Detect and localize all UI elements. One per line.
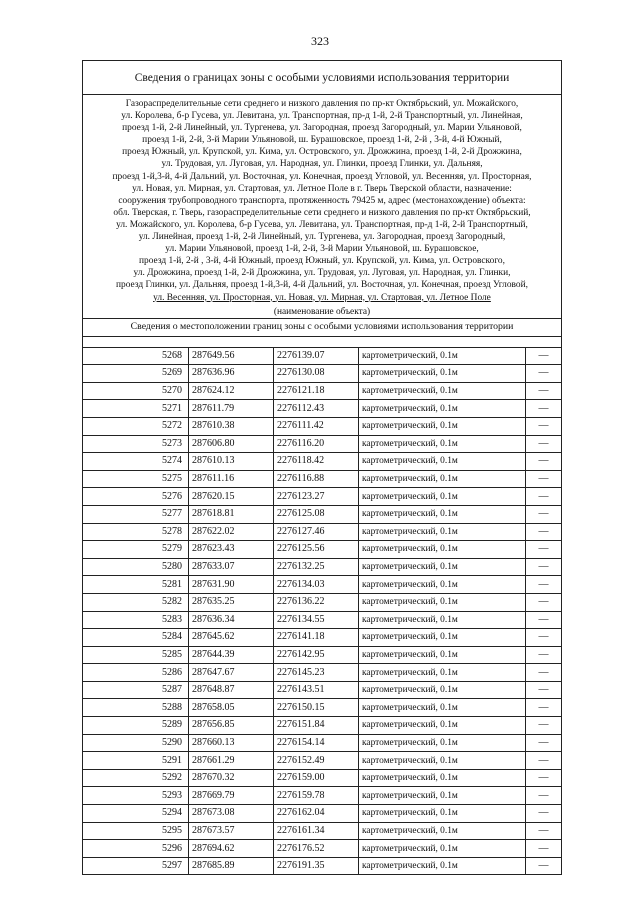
y-coordinate-cell: 2276154.14 (274, 734, 359, 752)
x-coordinate-cell: 287670.32 (189, 769, 274, 787)
x-coordinate-cell: 287620.15 (189, 488, 274, 506)
point-number-cell: 5287 (83, 681, 189, 699)
y-coordinate-cell: 2276134.03 (274, 576, 359, 594)
method-cell: картометрический, 0.1м (359, 470, 526, 488)
table-row (83, 382, 561, 400)
x-coordinate-cell: 287658.05 (189, 699, 274, 717)
object-description-line: ул. Дрожжина, проезд 1-й, 2-й Дрожжина, ул. Трудовая, ул. Луговая, ул. Народная, ул. Глинки, (133, 268, 511, 279)
x-coordinate-cell: 287644.39 (189, 646, 274, 664)
table-row (83, 699, 561, 717)
x-coordinate-cell: 287673.08 (189, 805, 274, 823)
x-coordinate-cell: 287611.79 (189, 400, 274, 418)
point-number-cell: 5273 (83, 435, 189, 453)
point-number-cell: 5289 (83, 717, 189, 735)
method-cell: картометрический, 0.1м (359, 523, 526, 541)
x-coordinate-cell: 287631.90 (189, 576, 274, 594)
note-cell: — (526, 523, 562, 541)
table-row (83, 470, 561, 488)
method-cell: картометрический, 0.1м (359, 453, 526, 471)
table-row (83, 717, 561, 735)
object-description-line: ул. Линейная, проезд 1-й, 2-й Линейный, ул. Тургенева, ул. Загородная, проезд Загородный, (138, 232, 506, 243)
y-coordinate-cell: 2276111.42 (274, 417, 359, 435)
table-row (83, 681, 561, 699)
object-description-line: Газораспределительные сети среднего и низкого давления по пр-кт Октябрьский, ул. Можайского, (125, 99, 519, 109)
method-cell: картометрический, 0.1м (359, 681, 526, 699)
point-number-cell: 5282 (83, 593, 189, 611)
point-number-cell: 5274 (83, 453, 189, 471)
table-row (83, 593, 561, 611)
object-description-line: обл. Тверская, г. Тверь, газораспределительные сети среднего и низкого давления по пр-кт Октябрьский, (113, 207, 531, 218)
method-cell: картометрический, 0.1м (359, 769, 526, 787)
y-coordinate-cell: 2276143.51 (274, 681, 359, 699)
method-cell: картометрический, 0.1м (359, 734, 526, 752)
object-description-line: проезд 1-й,3-й, 4-й Дальний, ул. Восточная, ул. Конечная, проезд Угловой, ул. Весенняя, ул. Просторная, (112, 171, 532, 182)
method-cell: картометрический, 0.1м (359, 593, 526, 611)
note-cell: — (526, 857, 562, 874)
table-row (83, 629, 561, 647)
note-cell: — (526, 400, 562, 418)
method-cell: картометрический, 0.1м (359, 611, 526, 629)
x-coordinate-cell: 287622.02 (189, 523, 274, 541)
x-coordinate-cell: 287635.25 (189, 593, 274, 611)
y-coordinate-cell: 2276150.15 (274, 699, 359, 717)
object-description-line: ул. Можайского, ул. Королева, б-р Гусева, ул. Левитана, ул. Транспортная, пр-д 1-й, 2-й Транспортный, (116, 219, 528, 230)
table-row (83, 576, 561, 594)
note-cell: — (526, 382, 562, 400)
note-cell: — (526, 840, 562, 858)
method-cell: картометрический, 0.1м (359, 576, 526, 594)
note-cell: — (526, 558, 562, 576)
point-number-cell: 5294 (83, 805, 189, 823)
table-header-spacer (83, 337, 561, 348)
method-cell: картометрический, 0.1м (359, 664, 526, 682)
method-cell: картометрический, 0.1м (359, 787, 526, 805)
y-coordinate-cell: 2276123.27 (274, 488, 359, 506)
note-cell: — (526, 593, 562, 611)
table-row (83, 646, 561, 664)
note-cell: — (526, 611, 562, 629)
table-row (83, 840, 561, 858)
method-cell: картометрический, 0.1м (359, 629, 526, 647)
zone-boundary-document (82, 60, 562, 875)
method-cell: картометрический, 0.1м (359, 699, 526, 717)
object-caption: (наименование объекта) (83, 306, 561, 319)
point-number-cell: 5292 (83, 769, 189, 787)
method-cell: картометрический, 0.1м (359, 382, 526, 400)
note-cell: — (526, 435, 562, 453)
y-coordinate-cell: 2276152.49 (274, 752, 359, 770)
method-cell: картометрический, 0.1м (359, 505, 526, 523)
point-number-cell: 5278 (83, 523, 189, 541)
y-coordinate-cell: 2276151.84 (274, 717, 359, 735)
note-cell: — (526, 734, 562, 752)
note-cell: — (526, 541, 562, 559)
note-cell: — (526, 348, 562, 365)
x-coordinate-cell: 287661.29 (189, 752, 274, 770)
table-row (83, 664, 561, 682)
point-number-cell: 5272 (83, 417, 189, 435)
table-row (83, 541, 561, 559)
note-cell: — (526, 699, 562, 717)
point-number-cell: 5293 (83, 787, 189, 805)
y-coordinate-cell: 2276125.56 (274, 541, 359, 559)
object-description-line: проезд 1-й, 2-й , 3-й, 4-й Южный, проезд Южный, ул. Крупской, ул. Кима, ул. Островского, (139, 256, 505, 267)
x-coordinate-cell: 287673.57 (189, 822, 274, 840)
table-row (83, 417, 561, 435)
point-number-cell: 5275 (83, 470, 189, 488)
x-coordinate-cell: 287694.62 (189, 840, 274, 858)
x-coordinate-cell: 287636.96 (189, 365, 274, 383)
y-coordinate-cell: 2276121.18 (274, 382, 359, 400)
x-coordinate-cell: 287610.13 (189, 453, 274, 471)
y-coordinate-cell: 2276159.78 (274, 787, 359, 805)
table-row (83, 611, 561, 629)
method-cell: картометрический, 0.1м (359, 348, 526, 365)
method-cell: картометрический, 0.1м (359, 822, 526, 840)
y-coordinate-cell: 2276191.35 (274, 857, 359, 874)
table-row (83, 505, 561, 523)
y-coordinate-cell: 2276159.00 (274, 769, 359, 787)
point-number-cell: 5291 (83, 752, 189, 770)
x-coordinate-cell: 287636.34 (189, 611, 274, 629)
coordinates-table (83, 348, 561, 875)
point-number-cell: 5269 (83, 365, 189, 383)
x-coordinate-cell: 287645.62 (189, 629, 274, 647)
y-coordinate-cell: 2276176.52 (274, 840, 359, 858)
table-row (83, 857, 561, 874)
table-row (83, 822, 561, 840)
x-coordinate-cell: 287660.13 (189, 734, 274, 752)
table-row (83, 787, 561, 805)
object-description-line: проезд Южный, ул. Крупской, ул. Кима, ул. Островского, ул. Дрожжина, проезд 1-й, 2-й Дрожжина, (122, 147, 522, 158)
x-coordinate-cell: 287656.85 (189, 717, 274, 735)
note-cell: — (526, 417, 562, 435)
method-cell: картометрический, 0.1м (359, 400, 526, 418)
x-coordinate-cell: 287633.07 (189, 558, 274, 576)
table-row (83, 488, 561, 506)
note-cell: — (526, 822, 562, 840)
point-number-cell: 5268 (83, 348, 189, 365)
method-cell: картометрический, 0.1м (359, 646, 526, 664)
table-row (83, 805, 561, 823)
note-cell: — (526, 646, 562, 664)
y-coordinate-cell: 2276130.08 (274, 365, 359, 383)
y-coordinate-cell: 2276141.18 (274, 629, 359, 647)
note-cell: — (526, 505, 562, 523)
object-description-line: ул. Королева, б-р Гусева, ул. Левитана, ул. Транспортная, пр-д 1-й, 2-й Транспортный, ул. Линейная, (121, 111, 523, 122)
method-cell: картометрический, 0.1м (359, 717, 526, 735)
y-coordinate-cell: 2276125.08 (274, 505, 359, 523)
object-description-line: ул. Весенняя, ул. Просторная, ул. Новая, ул. Мирная, ул. Стартовая, ул. Летное Поле (153, 292, 491, 303)
note-cell: — (526, 576, 562, 594)
y-coordinate-cell: 2276145.23 (274, 664, 359, 682)
method-cell: картометрический, 0.1м (359, 541, 526, 559)
note-cell: — (526, 365, 562, 383)
table-row (83, 435, 561, 453)
point-number-cell: 5286 (83, 664, 189, 682)
note-cell: — (526, 769, 562, 787)
method-cell: картометрический, 0.1м (359, 857, 526, 874)
y-coordinate-cell: 2276134.55 (274, 611, 359, 629)
table-row (83, 769, 561, 787)
note-cell: — (526, 664, 562, 682)
table-row (83, 752, 561, 770)
point-number-cell: 5288 (83, 699, 189, 717)
note-cell: — (526, 488, 562, 506)
object-description-line: проезд 1-й, 2-й Линейный, ул. Тургенева, ул. Загородная, проезд Загородный, ул. Марии Ульяновой, (122, 123, 522, 134)
point-number-cell: 5283 (83, 611, 189, 629)
y-coordinate-cell: 2276139.07 (274, 348, 359, 365)
x-coordinate-cell: 287606.80 (189, 435, 274, 453)
point-number-cell: 5284 (83, 629, 189, 647)
point-number-cell: 5296 (83, 840, 189, 858)
point-number-cell: 5280 (83, 558, 189, 576)
y-coordinate-cell: 2276127.46 (274, 523, 359, 541)
y-coordinate-cell: 2276142.95 (274, 646, 359, 664)
note-cell: — (526, 787, 562, 805)
point-number-cell: 5285 (83, 646, 189, 664)
note-cell: — (526, 752, 562, 770)
object-description-line: проезд 1-й, 2-й, 3-й Марии Ульяновой, ш. Бурашовское, проезд 1-й, 2-й , 3-й, 4-й Южный, (142, 135, 502, 146)
point-number-cell: 5270 (83, 382, 189, 400)
y-coordinate-cell: 2276161.34 (274, 822, 359, 840)
note-cell: — (526, 629, 562, 647)
y-coordinate-cell: 2276118.42 (274, 453, 359, 471)
point-number-cell: 5295 (83, 822, 189, 840)
x-coordinate-cell: 287685.89 (189, 857, 274, 874)
note-cell: — (526, 470, 562, 488)
y-coordinate-cell: 2276132.25 (274, 558, 359, 576)
point-number-cell: 5271 (83, 400, 189, 418)
y-coordinate-cell: 2276162.04 (274, 805, 359, 823)
x-coordinate-cell: 287647.67 (189, 664, 274, 682)
point-number-cell: 5279 (83, 541, 189, 559)
object-description-line: проезд Глинки, ул. Дальняя, проезд 1-й,3-й, 4-й Дальний, ул. Восточная, ул. Конечная, проезд Угловой, (116, 280, 528, 291)
method-cell: картометрический, 0.1м (359, 805, 526, 823)
x-coordinate-cell: 287624.12 (189, 382, 274, 400)
point-number-cell: 5297 (83, 857, 189, 874)
table-row (83, 348, 561, 365)
x-coordinate-cell: 287618.81 (189, 505, 274, 523)
point-number-cell: 5276 (83, 488, 189, 506)
x-coordinate-cell: 287623.43 (189, 541, 274, 559)
method-cell: картометрический, 0.1м (359, 752, 526, 770)
x-coordinate-cell: 287611.16 (189, 470, 274, 488)
method-cell: картометрический, 0.1м (359, 488, 526, 506)
note-cell: — (526, 453, 562, 471)
page-number: 323 (311, 34, 329, 48)
table-row (83, 400, 561, 418)
table-row (83, 523, 561, 541)
point-number-cell: 5281 (83, 576, 189, 594)
object-description-line: сооружения трубопроводного транспорта, протяженность 79425 м, адрес (местонахождение) объекта: (118, 195, 526, 206)
method-cell: картометрический, 0.1м (359, 417, 526, 435)
table-row (83, 734, 561, 752)
note-cell: — (526, 681, 562, 699)
method-cell: картометрический, 0.1м (359, 435, 526, 453)
y-coordinate-cell: 2276112.43 (274, 400, 359, 418)
location-section-title: Сведения о местоположении границ зоны с особыми условиями использования территории (83, 319, 561, 337)
x-coordinate-cell: 287669.79 (189, 787, 274, 805)
x-coordinate-cell: 287610.38 (189, 417, 274, 435)
table-row (83, 558, 561, 576)
method-cell: картометрический, 0.1м (359, 365, 526, 383)
x-coordinate-cell: 287648.87 (189, 681, 274, 699)
table-row (83, 365, 561, 383)
note-cell: — (526, 717, 562, 735)
x-coordinate-cell: 287649.56 (189, 348, 274, 365)
method-cell: картометрический, 0.1м (359, 840, 526, 858)
table-row (83, 453, 561, 471)
document-title: Сведения о границах зоны с особыми условиями использования территории (83, 61, 561, 95)
object-description (83, 95, 561, 306)
y-coordinate-cell: 2276116.20 (274, 435, 359, 453)
method-cell: картометрический, 0.1м (359, 558, 526, 576)
object-description-line: ул. Марии Ульяновой, проезд 1-й, 2-й, 3-й Марии Ульяновой, ш. Бурашовское, (165, 244, 479, 255)
y-coordinate-cell: 2276136.22 (274, 593, 359, 611)
note-cell: — (526, 805, 562, 823)
point-number-cell: 5290 (83, 734, 189, 752)
object-description-line: ул. Новая, ул. Мирная, ул. Стартовая, ул. Летное Поле в г. Тверь Тверской области, назначение: (132, 183, 512, 194)
object-description-line: ул. Трудовая, ул. Луговая, ул. Народная, ул. Глинки, проезд Глинки, ул. Дальняя, (161, 159, 483, 170)
point-number-cell: 5277 (83, 505, 189, 523)
y-coordinate-cell: 2276116.88 (274, 470, 359, 488)
